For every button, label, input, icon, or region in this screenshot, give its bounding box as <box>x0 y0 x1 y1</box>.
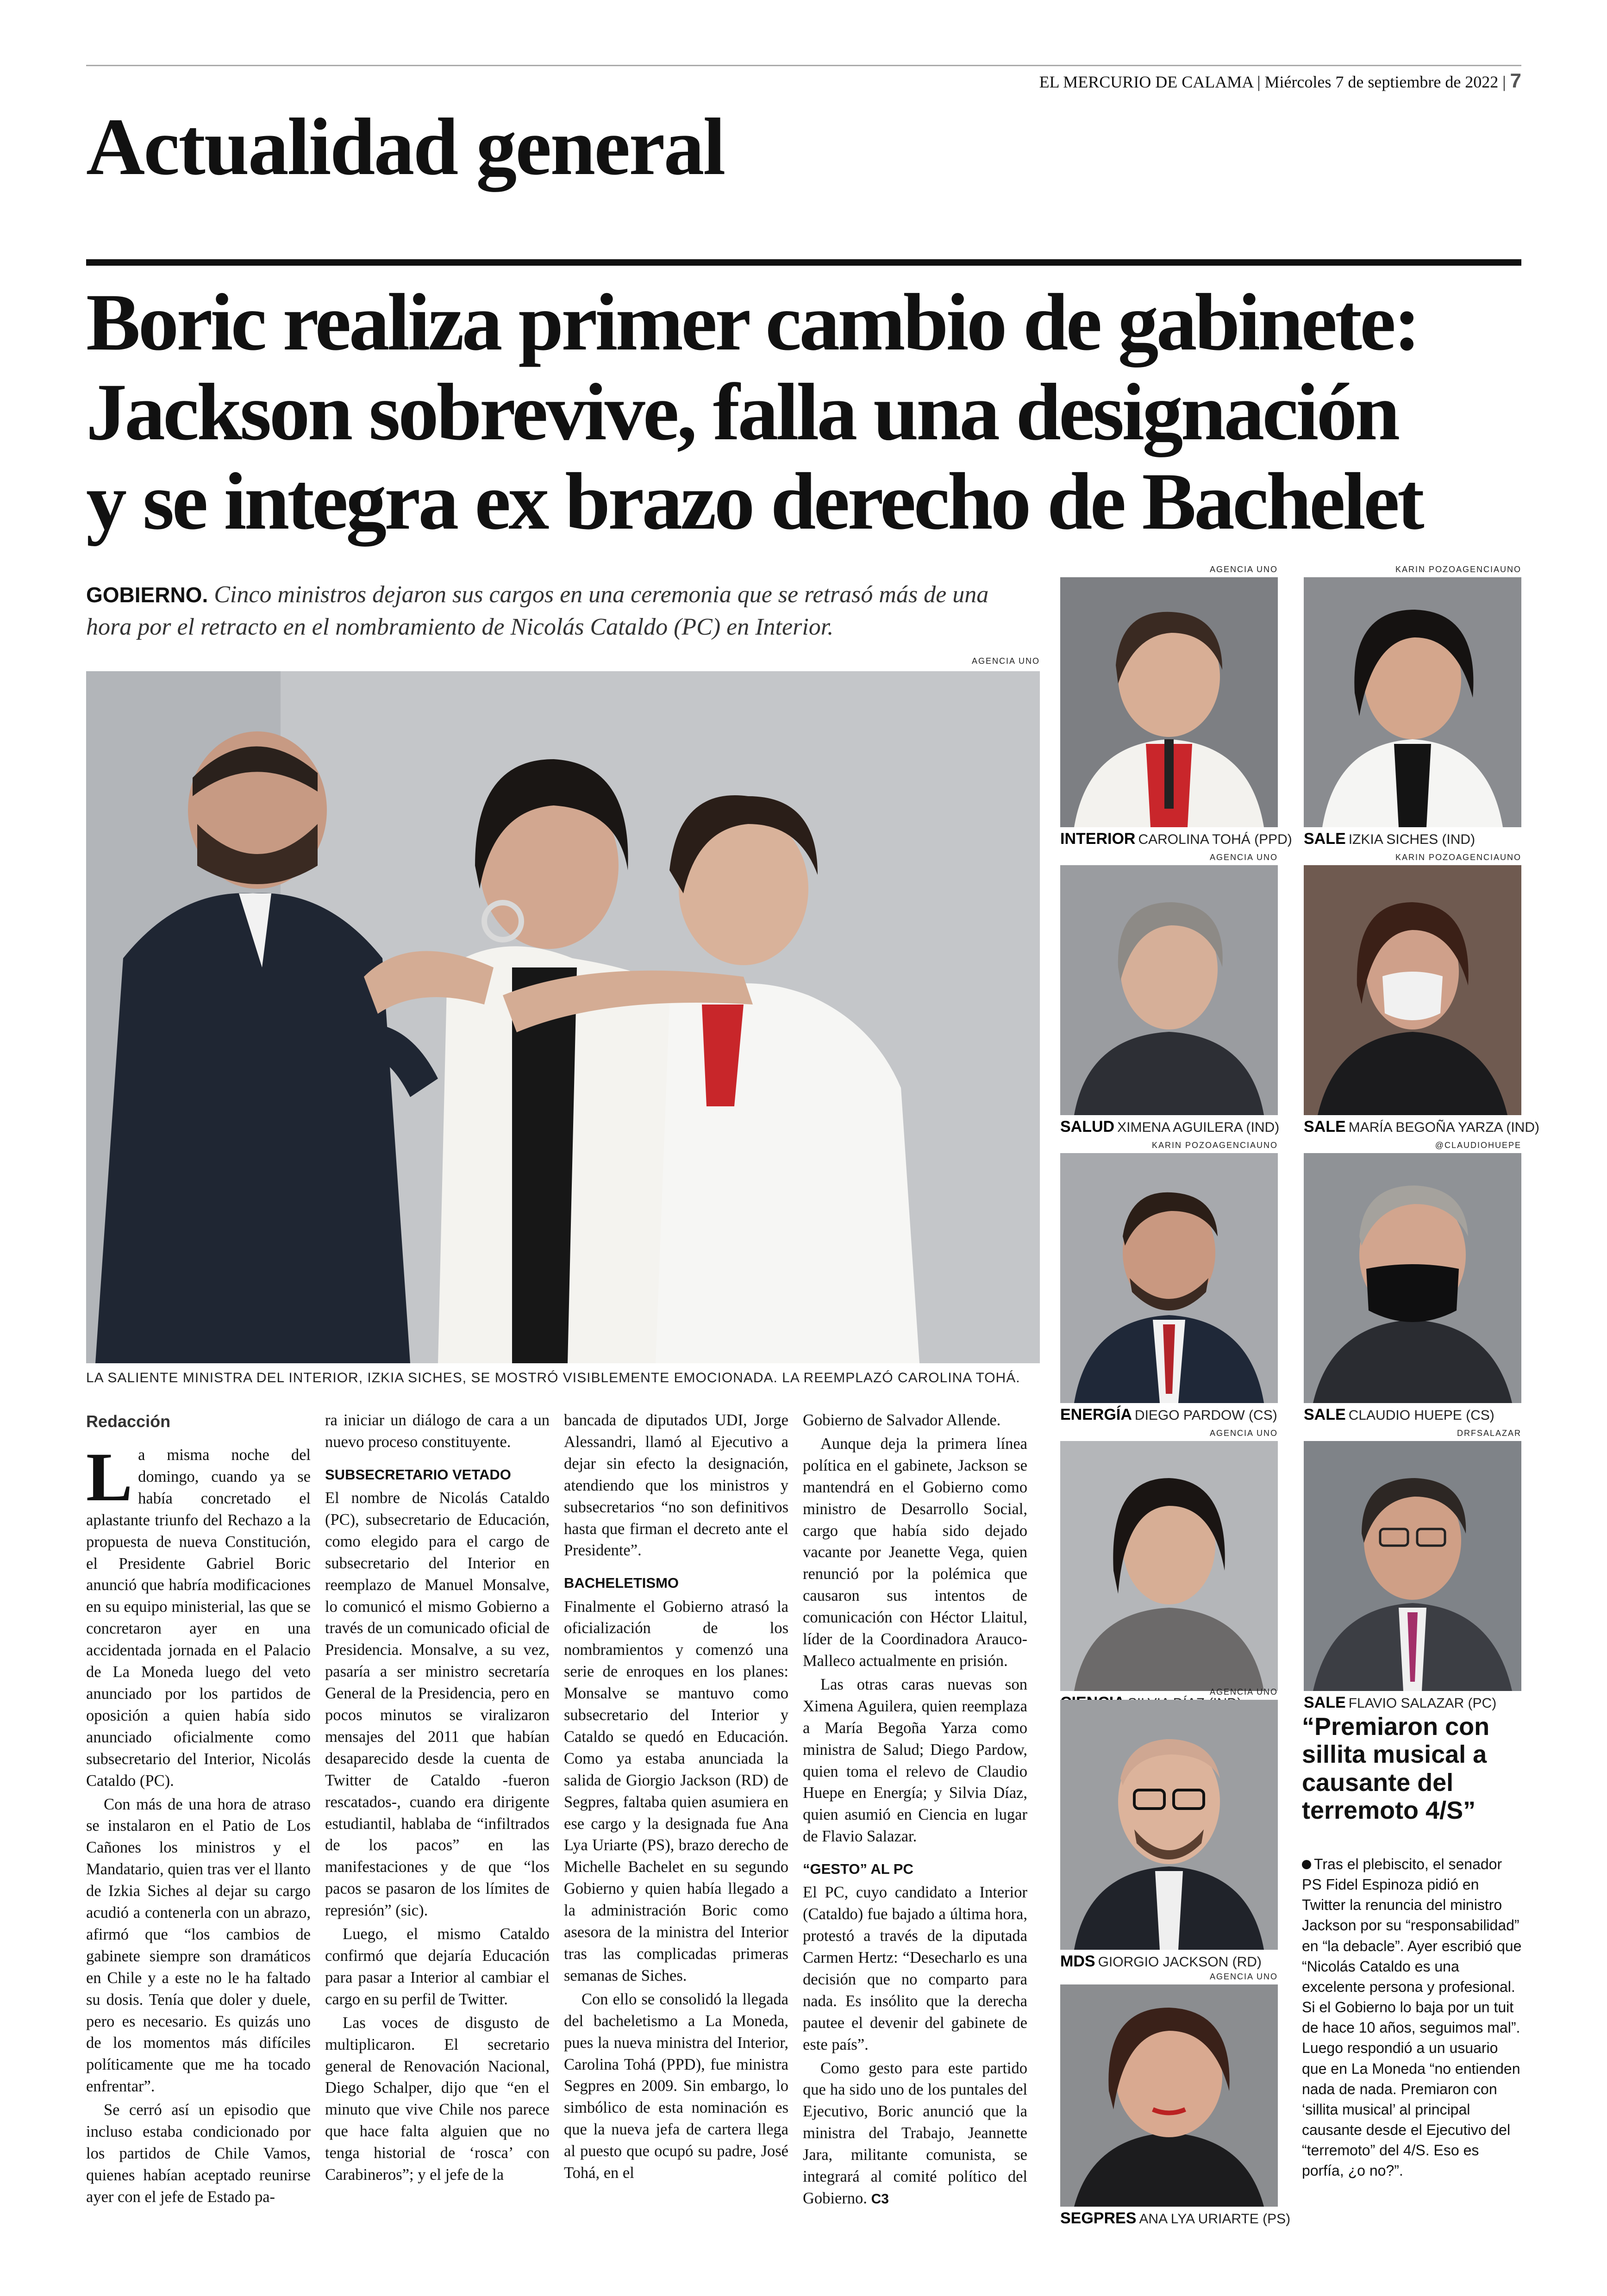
portrait-name: CAROLINA TOHÁ (PPD) <box>1138 832 1292 847</box>
paragraph: Las otras caras nuevas son Ximena Aguilera, quien reemplaza a María Begoña Yarza como ministra de Salud; Diego Pardow, quien toma el relevo de Claudio Huepe en Energía; y Silvia Díaz, quien asumió en Ciencia en lugar de Flavio Salazar. <box>803 1675 1027 1846</box>
portrait-label <box>1060 1953 1278 1971</box>
paragraph-text: a misma noche del domingo, cuando ya se había concretado el aplastante triunfo del Rechazo a la propuesta de nueva Constitución, el Presidente Gabriel Boric anunció que habría modificaciones en su equipo ministerial, las que se concretaron ayer en una accidentada jornada en el Palacio de La Moneda luego del veto anunciado por los partidos de oposición a quien había sido anunciado oficialmente como subsecretario del Interior, Nicolás Cataldo (PC). <box>86 1446 311 1790</box>
sidebar-title: “Premiaron con sillita musical a causante del terremoto 4/S” <box>1302 1713 1490 1825</box>
portrait-credit: KARIN POZOAGENCIAUNO <box>1151 1141 1278 1150</box>
portrait-label <box>1060 1118 1278 1136</box>
main-photo-caption: LA SALIENTE MINISTRA DEL INTERIOR, IZKIA SICHES, SE MOSTRÓ VISIBLEMENTE EMOCIONADA. LA REEMPLAZÓ CAROLINA TOHÁ. <box>86 1370 1020 1385</box>
portrait-role: SALE <box>1304 1118 1346 1136</box>
portrait-tile <box>1060 1972 1291 2227</box>
person-portrait <box>1060 1441 1278 1691</box>
section-rule <box>86 259 1521 266</box>
paragraph: Las voces de disgusto de multiplicaron. El secretario general de Renovación Nacional, Diego Schalper, dijo que “en el minuto que vive Chile nos parece que hace falta alguien que no tenga historial de ‘rosca’ con Carabineros”; y el jefe de la <box>325 2014 550 2184</box>
headline-line-1: Boric realiza primer cambio de gabinete: <box>86 277 1419 368</box>
portrait-credit: KARIN POZOAGENCIAUNO <box>1395 565 1521 574</box>
paragraph: Finalmente el Gobierno atrasó la oficialización de los nombramientos y comenzó una serie de enroques en los planes: Monsalve se mantuvo como subsecretario del Interior y Cataldo se quedó en Educación. Como ya estaba anunciada la salida de Giorgio Jackson (RD) de Segpres, faltaba quien asumiera en ese cargo y la designada fue Ana Lya Uriarte (PS), brazo derecho de Michelle Bachelet en su segundo Gobierno y quien había llegado a la administración Boric como asesora de la ministra del Interior tras las complicadas primeras semanas de Siches. <box>564 1597 788 1984</box>
portrait-role: ENERGÍA <box>1060 1406 1132 1423</box>
portrait-photo <box>1060 577 1278 827</box>
portrait-tile <box>1060 1687 1278 1971</box>
portrait-credit: AGENCIA UNO <box>1209 565 1278 574</box>
subhead-gesto: “GESTO” AL PC <box>803 1861 913 1878</box>
portrait-name: XIMENA AGUILERA (IND) <box>1117 1120 1280 1135</box>
portrait-label <box>1304 1694 1521 1712</box>
end-mark: C3 <box>871 2191 889 2207</box>
paragraph: Gobierno de Salvador Allende. <box>803 1411 1001 1429</box>
headline <box>86 278 1540 547</box>
main-photo-credit: AGENCIA UNO <box>971 656 1040 666</box>
bullet-dot <box>1302 1860 1311 1869</box>
portrait-credit: AGENCIA UNO <box>1209 1429 1278 1438</box>
paragraph: ra iniciar un diálogo de cara a un nuevo proceso constituyente. <box>325 1411 550 1451</box>
page-number: 7 <box>1510 69 1521 92</box>
portrait-name: DIEGO PARDOW (CS) <box>1134 1408 1277 1423</box>
portrait-tile <box>1304 1141 1521 1424</box>
subhead-subsecretario: SUBSECRETARIO VETADO <box>325 1466 511 1483</box>
portrait-photo <box>1304 865 1521 1115</box>
lead-text: Cinco ministros dejaron sus cargos en una ceremonia que se retrasó más de una hora por el retracto en el nombramiento de Nicolás Cataldo (PC) en Interior. <box>86 581 989 641</box>
portrait-photo <box>1304 577 1521 827</box>
paragraph: Con más de una hora de atraso se instalaron en el Patio de Los Cañones los ministros y el Mandatario, quien tras ver el llanto de Izkia Siches al dejar su cargo acudió a contenerla con un abrazo, afirmó que “los cambios de gabinete siempre son dramáticos en Chile y a este no le ha faltado su dosis. Tenía que doler y duele, pero es necesario. Es quizás uno de los momentos más difíciles políticamente que me ha tocado enfrentar”. <box>86 1795 311 2096</box>
portrait-label <box>1060 830 1292 848</box>
portrait-credit: KARIN POZOAGENCIAUNO <box>1395 853 1521 862</box>
portrait-credit: AGENCIA UNO <box>1209 853 1278 862</box>
paragraph: El PC, cuyo candidato a Interior (Cataldo) fue bajado a última hora, protestó a través de la diputada Carmen Hertz: “Desecharlo es una decisión que no comparto para nada. Es insólito que la derecha pautee el devenir del gabinete de este país”. <box>803 1884 1027 2053</box>
portrait-credit: AGENCIA UNO <box>1209 1972 1278 1981</box>
portrait-name: ANA LYA URIARTE (PS) <box>1139 2211 1291 2227</box>
portrait-tile <box>1304 565 1521 848</box>
portrait-role: SALUD <box>1060 1118 1115 1136</box>
person-portrait <box>1304 865 1521 1115</box>
sidebar-body <box>1302 1854 1524 2181</box>
portrait-label <box>1060 1406 1278 1424</box>
person-portrait <box>1304 577 1521 827</box>
paper-name: EL MERCURIO DE CALAMA <box>1039 73 1253 91</box>
portrait-photo <box>1060 865 1278 1115</box>
person-portrait <box>1304 1441 1521 1691</box>
paragraph: El nombre de Nicolás Cataldo (PC), subsecretario de Educación, como elegido para el cargo de subsecretario del Interior en reemplazo de Manuel Monsalve, lo comunicó el mismo Gobierno a través de un comunicado oficial de Presidencia. Monsalve, a su vez, pasaría a ser ministro secretaría General de la Presidencia, pero en pocos minutos se viralizaron mensajes del 2011 que habían desaparecido desde la cuenta de Twitter de Cataldo -fueron rescatados-, cuando era dirigente estudiantil, hablaba de “infiltrados de los pacos” en las manifestaciones y de que “los pacos se pasaron de los límites de represión” (sic). <box>325 1489 550 1920</box>
person-portrait <box>1060 577 1278 827</box>
sidebar-text: Tras el plebiscito, el senador PS Fidel Espinoza pidió en Twitter la renuncia del ministro Jackson por su “responsabilidad” en “la debacle”. Ayer escribió que “Nicolás Cataldo es una excelente persona y profesional. Si el Gobierno lo baja por un tuit de hace 10 años, seguimos mal”. Luego respondió a un usuario que en La Moneda “no entienden nada de nada. Premiaron con ‘sillita musical’ al principal causante desde el Ejecutivo del “terremoto” del 4/S. Eso es porfía, ¿o no?”. <box>1302 1856 1522 2179</box>
portrait-name: GIORGIO JACKSON (RD) <box>1098 1954 1262 1970</box>
headline-line-2: Jackson sobrevive, falla una designación <box>86 367 1398 457</box>
portrait-tile <box>1060 1429 1278 1712</box>
portrait-role: SEGPRES <box>1060 2209 1137 2227</box>
portrait-tile <box>1060 1141 1278 1424</box>
portrait-name: FLAVIO SALAZAR (PC) <box>1348 1696 1497 1711</box>
portrait-photo <box>1304 1153 1521 1403</box>
portrait-photo <box>1060 1153 1278 1403</box>
portrait-credit: DRFSALAZAR <box>1457 1429 1521 1438</box>
portrait-name: MARÍA BEGOÑA YARZA (IND) <box>1348 1120 1539 1135</box>
portrait-photo <box>1304 1441 1521 1691</box>
person-portrait <box>1060 1700 1278 1950</box>
top-rule <box>86 65 1521 66</box>
portrait-name: CLAUDIO HUEPE (CS) <box>1348 1408 1494 1423</box>
page-header: EL MERCURIO DE CALAMA | Miércoles 7 de septiembre de 2022 | 7 <box>1039 69 1521 92</box>
lead-keyword: GOBIERNO. <box>86 583 208 607</box>
paragraph: Luego, el mismo Cataldo confirmó que dejaría Educación para pasar a Interior al cambiar el cargo en su perfil de Twitter. <box>325 1925 550 2008</box>
paragraph: bancada de diputados UDI, Jorge Alessandri, llamó al Ejecutivo a dejar sin efecto la designación, atendiendo que los ministros y subsecretarios “no son definitivos hasta que firman el decreto ante el Presidente”. <box>564 1411 788 1560</box>
portrait-label <box>1304 830 1521 848</box>
portrait-tile <box>1060 853 1278 1136</box>
paragraph <box>803 2058 1027 2209</box>
lead-paragraph <box>86 579 1035 643</box>
person-portrait <box>1060 1984 1278 2207</box>
body-column-4 <box>803 1410 1027 2211</box>
portrait-photo <box>1060 1984 1278 2207</box>
paragraph: Aunque deja la primera línea política en el gabinete, Jackson se mantendrá en el Gobierno como ministro de Desarrollo Social, cargo que había sido dejado vacante por Jeanette Vega, quien renunció por la polémica que causaron sus intentos de comunicación con Héctor Llaitul, líder de la Coordinadora Arauco-Malleco actualmente en prisión. <box>803 1435 1027 1670</box>
paragraph: Con ello se consolidó la llegada del bacheletismo a La Moneda, pues la nueva ministra del Interior, Carolina Tohá (PPD), fue ministra Segpres en 2009. Sin embargo, lo simbólico de esta nominación es que la nueva jefa de cartera llega al puesto que ocupó su padre, José Tohá, en el <box>564 1990 788 2182</box>
portrait-credit: AGENCIA UNO <box>1209 1687 1278 1697</box>
portrait-role: SALE <box>1304 1694 1346 1711</box>
body-column-2 <box>325 1410 550 2188</box>
portrait-tile <box>1304 1429 1521 1712</box>
paragraph <box>86 1439 311 1792</box>
portrait-tile <box>1060 565 1292 848</box>
portrait-role: MDS <box>1060 1953 1095 1970</box>
subhead-bacheletismo: BACHELETISMO <box>564 1575 679 1591</box>
issue-date: Miércoles 7 de septiembre de 2022 <box>1264 73 1499 91</box>
drop-cap: L <box>86 1439 133 1516</box>
portrait-photo <box>1060 1700 1278 1950</box>
portrait-photo <box>1060 1441 1278 1691</box>
main-photo <box>86 671 1040 1363</box>
section-title: Actualidad general <box>86 102 725 192</box>
headline-line-3: y se integra ex brazo derecho de Bachelet <box>86 456 1422 547</box>
paragraph: Se cerró así un episodio que incluso estaba condicionado por los partidos de Chile Vamos, quienes habían aceptado reunirse ayer con el jefe de Estado pa- <box>86 2101 311 2206</box>
portrait-label <box>1304 1118 1539 1136</box>
portrait-tile <box>1304 853 1539 1136</box>
portrait-role: INTERIOR <box>1060 830 1136 848</box>
body-column-3 <box>564 1410 788 2186</box>
embrace-photo-illustration <box>86 671 1040 1363</box>
portrait-label <box>1060 2209 1291 2227</box>
portrait-credit: @CLAUDIOHUEPE <box>1435 1141 1521 1150</box>
portrait-label <box>1304 1406 1521 1424</box>
body-column-1 <box>86 1439 311 2210</box>
person-portrait <box>1060 865 1278 1115</box>
person-portrait <box>1304 1153 1521 1403</box>
paragraph-text: Como gesto para este partido que ha sido uno de los puntales del Ejecutivo, Boric anunció que la ministra del Trabajo, Jeannette Jara, militante comunista, se integrará al comité político del Gobierno. <box>803 2059 1027 2207</box>
person-portrait <box>1060 1153 1278 1403</box>
portrait-name: IZKIA SICHES (IND) <box>1348 832 1476 847</box>
portrait-role: SALE <box>1304 1406 1346 1423</box>
byline: Redacción <box>86 1412 171 1431</box>
portrait-role: SALE <box>1304 830 1346 848</box>
